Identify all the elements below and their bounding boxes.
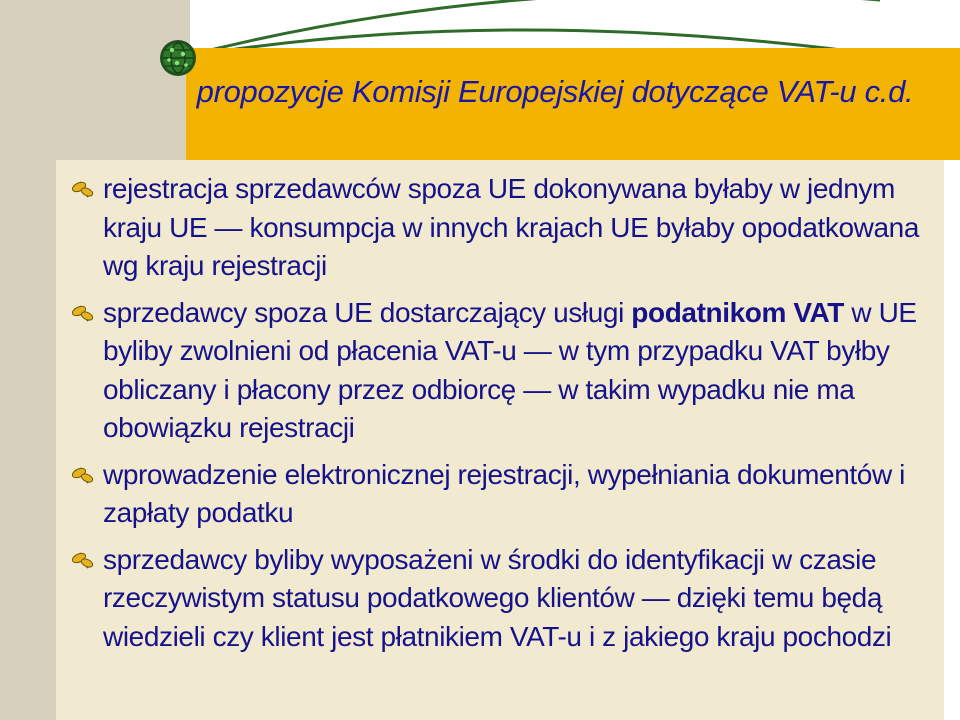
bullet-item: [60, 456, 940, 533]
bullet-item: [60, 170, 940, 286]
leaf-bullet-icon: [70, 179, 96, 201]
bullet-text-post: w UE byliby zwolnieni od płacenia VAT-u — w tym przypadku VAT byłby obliczany i płacony przez odbiorcę — w takim wypadku nie ma obowiązku rejestracji: [103, 296, 917, 443]
bullet-text: sprzedawcy byliby wyposażeni w środki do identyfikacji w czasie rzeczywistym statusu podatkowego klientów — dzięki temu będą wiedzieli czy klient jest płatnikiem VAT-u i z jakiego kraju pochodzi: [103, 543, 892, 652]
bullet-list: [60, 170, 940, 664]
bullet-item: [60, 541, 940, 657]
bullet-text-pre: sprzedawcy spoza UE dostarczający usługi: [103, 296, 632, 328]
bullet-text: wprowadzenie elektronicznej rejestracji, wypełniania dokumentów i zapłaty podatku: [103, 458, 905, 528]
leaf-bullet-icon: [70, 465, 96, 487]
bullet-item: [60, 294, 940, 448]
slide-title: propozycje Komisji Europejskiej dotyczące VAT-u c.d.: [196, 74, 914, 109]
bullet-text-bold: podatnikom VAT: [631, 296, 844, 328]
bullet-text: rejestracja sprzedawców spoza UE dokonywana byłaby w jednym kraju UE — konsumpcja w innych krajach UE byłaby opodatkowana wg kraju rejestracji: [103, 173, 920, 281]
leaf-bullet-icon: [70, 303, 96, 325]
leaf-bullet-icon: [70, 550, 96, 572]
